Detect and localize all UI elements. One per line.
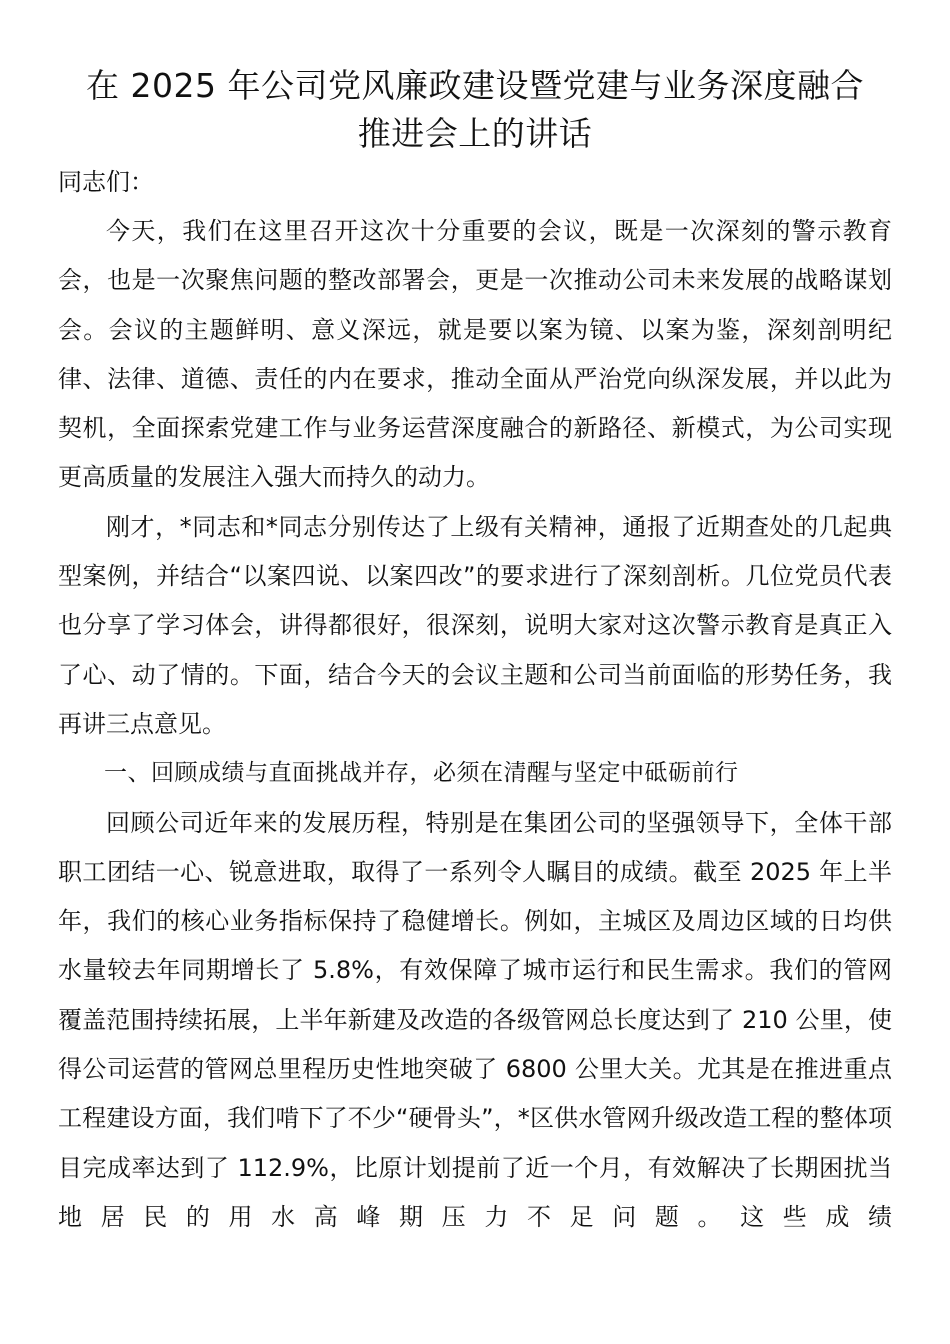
salutation: 同志们： xyxy=(58,168,154,196)
paragraph-summary: 刚才，*同志和*同志分别传达了上级有关精神，通报了近期查处的几起典型案例，并结合“以案四说、以案四改”的要求进行了深刻剖析。几位党员代表也分享了学习体会，讲得都很好，很深刻，说明大家对这次警示教育是真正入了心、动了情的。下面，结合今天的会议主题和公司当前面临的形势任务，我再讲三点意见。 xyxy=(58,512,892,738)
title-line-1: 在 2025 年公司党风廉政建设暨党建与业务深度融合 xyxy=(86,66,864,105)
paragraph-achievements: 回顾公司近年来的发展历程，特别是在集团公司的坚强领导下，全体干部职工团结一心、锐意进取，取得了一系列令人瞩目的成绩。截至 2025 年上半年，我们的核心业务指标保持了稳健增长。例如，主城区及周边区域的日均供水量较去年同期增长了 5.8%，有效保障了城市运行和民生需求。我们的管网覆盖范围持续拓展，上半年新建及改造的各级管网总长度达到了 210 公里，使得公司运营的管网总里程历史性地突破了 6800 公里大关。尤其是在推进重点工程建设方面，我们啃下了不少“硬骨头”，*区供水管网升级改造工程的整体项目完成率达到了 112.9%，比原计划提前了近一个月，有效解决了长期困扰当地居民的用水高峰期压力不足问题。这些成绩 xyxy=(58,808,892,1231)
section-heading-1: 一、回顾成绩与直面挑战并存，必须在清醒与坚定中砥砺前行 xyxy=(104,760,739,787)
document-title xyxy=(58,62,892,158)
title-line-2: 推进会上的讲话 xyxy=(357,114,593,153)
document-page xyxy=(58,62,892,1242)
paragraph-opening: 今天，我们在这里召开这次十分重要的会议，既是一次深刻的警示教育会，也是一次聚焦问题的整改部署会，更是一次推动公司未来发展的战略谋划会。会议的主题鲜明、意义深远，就是要以案为镜、以案为鉴，深刻剖明纪律、法律、道德、责任的内在要求，推动全面从严治党向纵深发展，并以此为契机，全面探索党建工作与业务运营深度融合的新路径、新模式，为公司实现更高质量的发展注入强大而持久的动力。 xyxy=(58,217,892,492)
